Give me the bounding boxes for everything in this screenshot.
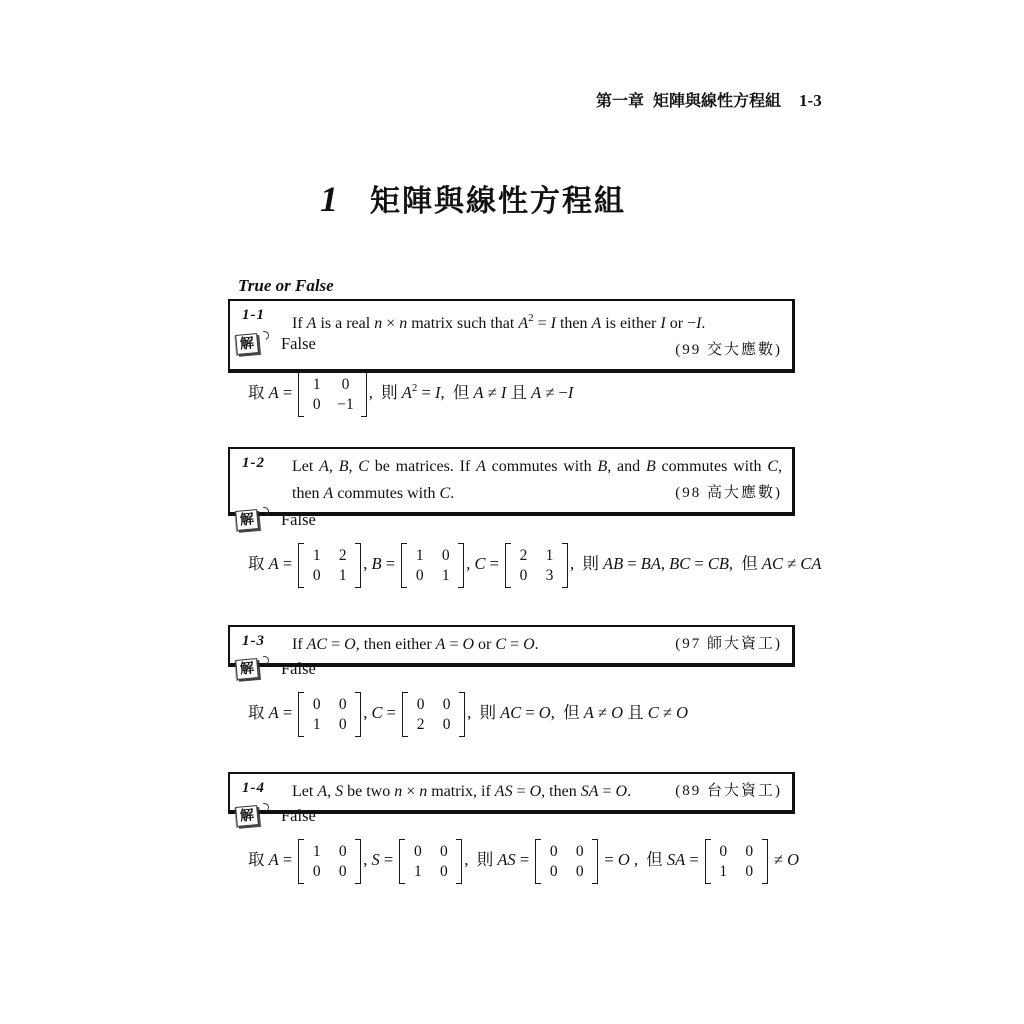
answer-label: False	[281, 659, 316, 678]
answer-row-1-4	[236, 806, 316, 826]
solution-stamp-icon: 解	[236, 806, 269, 826]
answer-label: False	[281, 806, 316, 825]
chapter-heading	[320, 176, 626, 220]
question-box-1-2	[228, 447, 795, 516]
question-text: If AC = O, then either A = O or C = O.	[292, 636, 539, 653]
answer-label: False	[281, 510, 316, 529]
chapter-title: 矩陣與線性方程組	[370, 185, 626, 218]
question-text: If A is a real n × n matrix such that $A^2 = I$ then A is either I or −I.	[292, 312, 706, 332]
answer-row-1-2	[236, 510, 316, 530]
question-number: 1-2	[242, 455, 265, 471]
solution-stamp-icon: 解	[236, 334, 269, 354]
answer-row-1-1	[236, 334, 316, 354]
matrix: 1 2 0 1	[298, 543, 361, 588]
solution-math-1-3: 取 A = 0 0 1 0 , C = 0 0 2 0 , 則 AC = O, 但 A ≠ O 且 C ≠ O	[248, 687, 688, 739]
solution-math-1-1: 取 A = 1 0 0 −1 , 則 $A^2 = I$, 但 A ≠ I 且 A ≠ −I	[248, 362, 573, 419]
matrix: 0 0 1 0	[705, 839, 768, 884]
question-source: (98 高大應數)	[675, 485, 782, 501]
question-source: (99 交大應數)	[675, 342, 782, 358]
question-number: 1-1	[242, 307, 265, 323]
solution-stamp-icon: 解	[236, 510, 269, 530]
matrix: 2 1 0 3	[505, 543, 568, 588]
running-chapter-label: 第一章	[596, 93, 645, 110]
matrix: 0 0 1 0	[399, 839, 462, 884]
question-number: 1-4	[242, 780, 265, 796]
running-header	[596, 88, 822, 111]
matrix: 1 0 0 1	[401, 543, 464, 588]
matrix: 0 0 2 0	[402, 692, 465, 737]
matrix: 0 0 0 0	[535, 839, 598, 884]
solution-math-1-2: 取 A = 1 2 0 1 , B = 1 0 0 1 , C = 2 1 0 3 , 則 AB = BA, BC = CB, 但 AC ≠ CA	[248, 538, 821, 590]
section-heading: True or False	[238, 276, 334, 295]
question-text: Let A, S be two n × n matrix, if AS = O, then SA = O.	[292, 783, 632, 800]
question-number: 1-3	[242, 633, 265, 649]
page-number: 1-3	[799, 91, 822, 110]
chapter-number: 1	[320, 179, 338, 219]
matrix: 1 0 0 −1	[298, 372, 367, 417]
question-source: (89 台大資工)	[675, 783, 782, 799]
matrix: 1 0 0 0	[298, 839, 361, 884]
matrix: 0 0 1 0	[298, 692, 361, 737]
solution-stamp-icon: 解	[236, 659, 269, 679]
question-source: (97 師大資工)	[675, 636, 782, 652]
solution-math-1-4: 取 A = 1 0 0 0 , S = 0 0 1 0 , 則 AS = 0 0 0 0 = O , 但 SA = 0 0 1 0 ≠ O	[248, 834, 799, 886]
answer-label: False	[281, 334, 316, 353]
question-text: Let A, B, C be matrices. If A commutes with B, and B commutes with C, then A commutes with C.	[292, 458, 783, 502]
running-chapter-title: 矩陣與線性方程組	[653, 93, 782, 110]
answer-row-1-3	[236, 659, 316, 679]
